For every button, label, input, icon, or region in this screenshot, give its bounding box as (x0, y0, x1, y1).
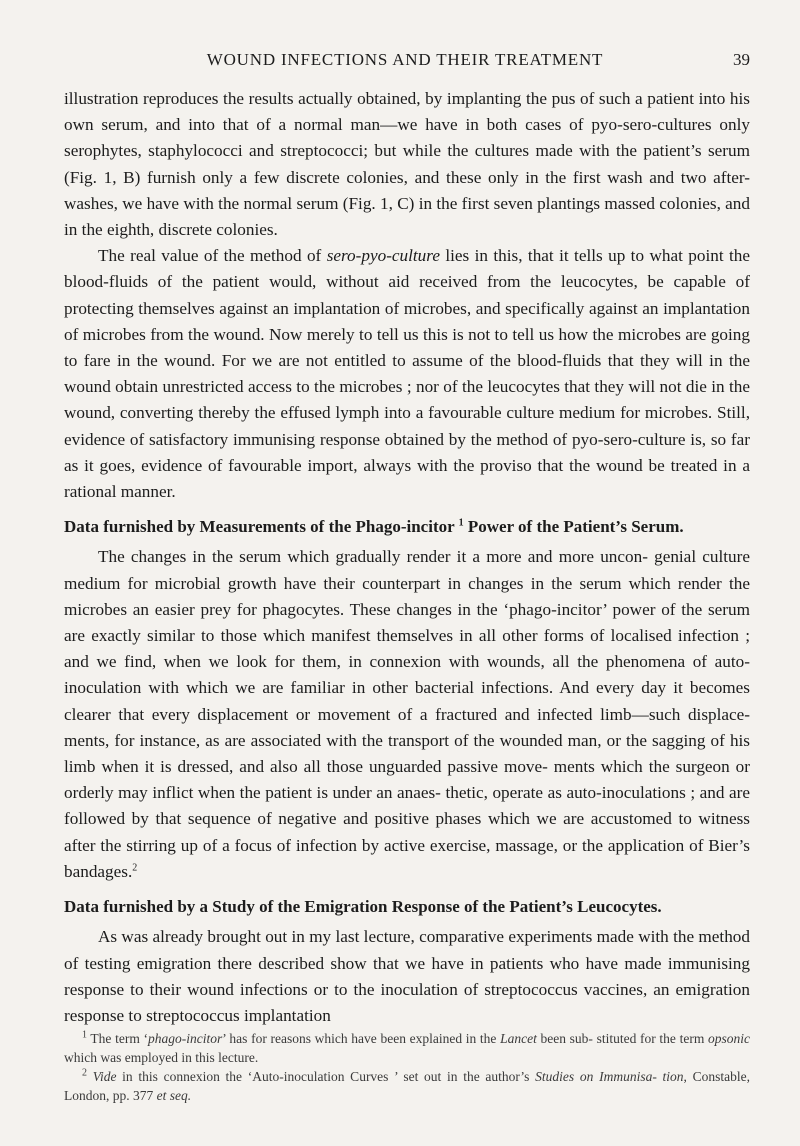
paragraph-text: The changes in the serum which gradually render it a more and more uncon- genial culture medium for microbial growth have their counterpart in changes in the serum which render the microbes an easier prey for phagocytes. These changes in the ‘phago-incitor’ power of the serum are exactly similar to those which manifest themselves in all other forms of localised infection ; and we find, when we look for them, in connexion with wounds, all the phenomena of auto-inoculation with which we are familiar in other bacterial infections. And every day it becomes clearer that every displacement or movement of a fractured and infected limb—such displace- ments, for instance, as are associated with the transport of the wounded man, or the sagging of his limb when it is dressed, and also all those unguarded passive move- ments which the surgeon or orderly may inflict when the patient is under an anaes- thetic, operate as auto-inoculations ; and are followed by that sequence of negative and positive phases which we are accustomed to witness after the stirring up of a focus of infection by active exercise, massage, or the application of Bier’s bandages. (64, 547, 750, 881)
paragraph-text: lies in this, that it tells up to what point the blood-fluids of the patient would, without aid received from the leucocytes, be capable of protecting themselves against an implantation of microbes, and specifically against an implantation of microbes from the wound. Now merely to tell us this is not to tell us how the microbes are going to fare in the wound. For we are not entitled to assume of the blood-fluids that they will in the wound obtain unrestricted access to the microbes ; nor of the leucocytes that they will not die in the wound, converting thereby the effused lymph into a favourable culture medium for microbes. Still, evidence of satisfactory immunising response obtained by the method of pyo-sero-culture is, so far as it goes, evidence of favourable import, always with the proviso that the wound be treated in a rational manner. (64, 246, 750, 502)
footnote-text: in this connexion the ‘Auto-inoculation Curves ’ set out in the author’s (116, 1069, 536, 1084)
section-heading-phago-incitor (64, 514, 750, 540)
footnote-ref: 1 (458, 517, 464, 529)
paragraph-text: illustration reproduces the results actually obtained, by implanting the pus of such a patient into his own serum, and into that of a normal man—we have in both cases of pyo-sero-cultures only serophytes, staphylococci and streptococci; but while the cultures made with the patient’s serum (Fig. 1, B) furnish only a few discrete colonies, and these only in the first wash and two after-washes, we have with the normal serum (Fig. 1, C) in the first seven plantings massed colonies, and in the eighth, discrete colonies. (64, 89, 750, 240)
paragraph-text: The real value of the method of (98, 246, 327, 266)
italic-term: et seq. (156, 1088, 192, 1103)
footnote-text: , Constable, London, pp. 377 (64, 1069, 751, 1103)
footnote-text: ’ has for reasons which have been explained in the (222, 1031, 501, 1046)
paragraph-text: As was already brought out in my last lecture, comparative experiments made with the method of testing emigration there described show that we have in patients who have made immunising response to their wound infections or to the inoculation of streptococcus vaccines, an emigration response to streptococcus implantation (64, 927, 750, 1025)
footnote-2 (64, 1067, 750, 1105)
paragraph-sero-pyo-culture (64, 243, 750, 505)
italic-term: sero-pyo-culture (326, 246, 440, 266)
footnote-text: The term ‘ (87, 1031, 148, 1046)
italic-term: Lancet (500, 1031, 537, 1046)
section-heading-emigration: Data furnished by a Study of the Emigration Response of the Patient’s Leucocytes. (64, 897, 662, 917)
page-number: 39 (733, 50, 750, 69)
paragraph-emigration (64, 924, 750, 1029)
footnote-text: which was employed in this lecture. (64, 1050, 259, 1065)
paragraph-continued (64, 86, 750, 243)
paragraph-phago-incitor (64, 544, 750, 885)
italic-term: Studies on Immunisa- tion (535, 1069, 684, 1084)
italic-term: Vide (87, 1069, 117, 1084)
footnote-number: 2 (82, 1067, 87, 1079)
italic-term: opsonic (708, 1031, 750, 1046)
footnote-text: been sub- stituted for the term (536, 1031, 708, 1046)
footnote-ref: 2 (132, 862, 138, 874)
page-header (60, 50, 750, 74)
footnote-1 (64, 1029, 750, 1067)
italic-term: phago-incitor (148, 1031, 223, 1046)
heading-text: Power of the Patient’s Serum. (463, 517, 684, 537)
footnotes (64, 1029, 750, 1105)
footnote-number: 1 (82, 1029, 87, 1041)
running-head: WOUND INFECTIONS AND THEIR TREATMENT (206, 50, 604, 69)
body-text (64, 86, 750, 1029)
heading-text: Data furnished by Measurements of the Phago-incitor (64, 517, 459, 537)
